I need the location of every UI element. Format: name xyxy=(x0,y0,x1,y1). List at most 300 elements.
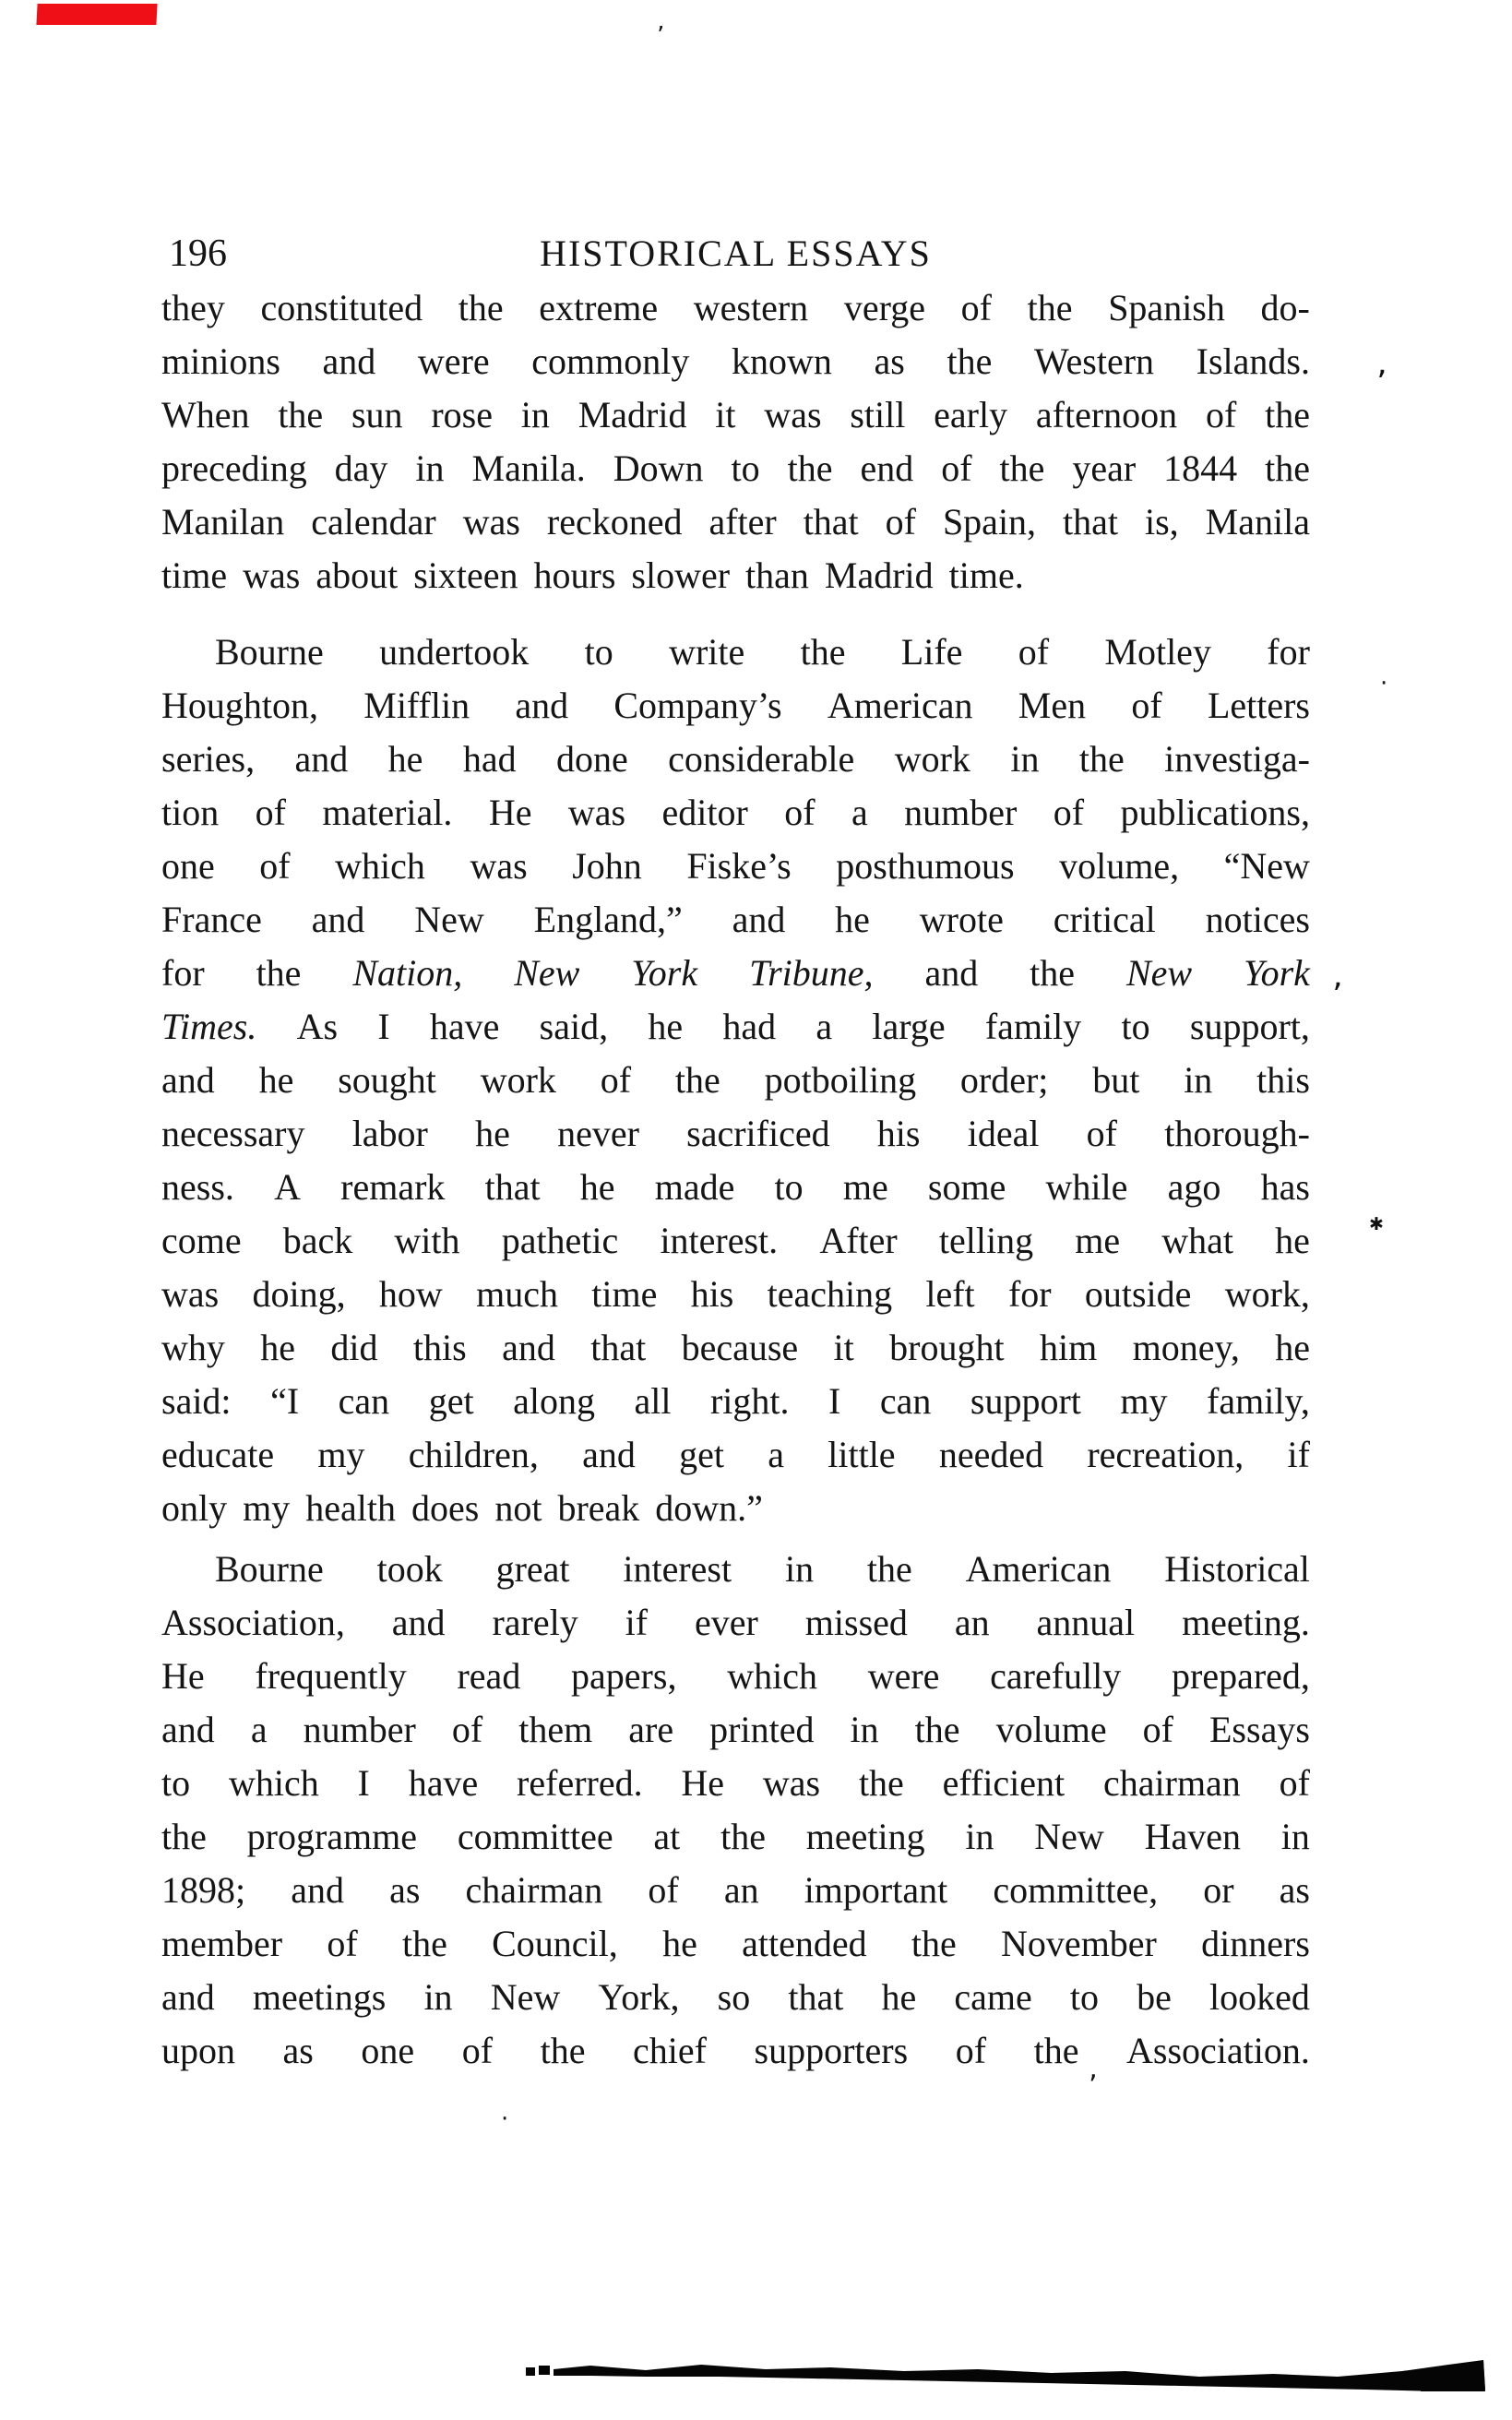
word: New xyxy=(490,1976,561,2018)
word: the xyxy=(1027,287,1073,328)
word: educate xyxy=(161,1434,275,1475)
word: chairman xyxy=(465,1869,603,1911)
word: in xyxy=(965,1816,994,1857)
word: that xyxy=(803,501,859,542)
word: New xyxy=(514,952,580,994)
word: Madrid xyxy=(577,394,687,435)
word: were xyxy=(867,1655,940,1697)
word: pathetic xyxy=(501,1220,619,1261)
word: A xyxy=(274,1166,301,1208)
word: constituted xyxy=(260,287,423,328)
text-line xyxy=(161,1864,1310,1917)
word: was xyxy=(243,554,301,596)
word: my xyxy=(243,1487,291,1529)
word: and xyxy=(924,952,979,994)
text-line xyxy=(161,1428,1310,1482)
word: the xyxy=(800,631,846,673)
word: my xyxy=(317,1434,365,1475)
scan-red-mark xyxy=(36,4,157,25)
word: upon xyxy=(161,2030,235,2071)
word: missed xyxy=(804,1602,908,1643)
word: 1898; xyxy=(161,1869,246,1911)
word: the xyxy=(1265,447,1310,489)
word: for xyxy=(161,952,205,994)
text-line xyxy=(161,786,1310,840)
word: as xyxy=(389,1869,421,1911)
word: was xyxy=(764,394,822,435)
word: the xyxy=(256,952,302,994)
word: critical xyxy=(1053,899,1156,940)
word: came xyxy=(954,1976,1032,2018)
word: said: xyxy=(161,1380,232,1422)
word: efficient xyxy=(942,1762,1066,1804)
word: extreme xyxy=(539,287,659,328)
word: family xyxy=(984,1006,1082,1047)
word: but xyxy=(1092,1059,1140,1101)
ink-speck: ’ xyxy=(1332,977,1343,1015)
word: labor xyxy=(351,1113,428,1154)
word: day xyxy=(334,447,388,489)
word: can xyxy=(879,1380,932,1422)
word: be xyxy=(1137,1976,1172,2018)
text-line xyxy=(161,1321,1310,1375)
word: children, xyxy=(408,1434,539,1475)
word: of xyxy=(461,2030,494,2071)
word: the xyxy=(720,1816,766,1857)
word: committee xyxy=(457,1816,613,1857)
word: the xyxy=(674,1059,720,1101)
word: Manilan xyxy=(161,501,285,542)
word: took xyxy=(376,1548,443,1590)
word: Men xyxy=(1018,685,1087,726)
text-line xyxy=(161,1375,1310,1428)
word: did xyxy=(330,1327,378,1368)
word: investiga- xyxy=(1164,738,1310,780)
text-line xyxy=(161,1703,1310,1757)
word: I xyxy=(357,1762,370,1804)
word: made xyxy=(654,1166,735,1208)
word: me xyxy=(1075,1220,1121,1261)
word: of xyxy=(259,845,291,887)
word: the xyxy=(540,2030,586,2071)
word: he xyxy=(835,899,870,940)
word: in xyxy=(1184,1059,1213,1101)
word: Spain, xyxy=(942,501,1037,542)
word: the xyxy=(999,447,1045,489)
word: were xyxy=(417,340,490,382)
word: preceding xyxy=(161,447,307,489)
word: a xyxy=(768,1434,784,1475)
word: meeting xyxy=(805,1816,925,1857)
word: and xyxy=(582,1434,636,1475)
word: remark xyxy=(340,1166,446,1208)
text-line xyxy=(161,1268,1310,1321)
word: the xyxy=(458,287,504,328)
word: after xyxy=(708,501,777,542)
word: of xyxy=(941,447,972,489)
word: ever xyxy=(695,1602,758,1643)
word: Bourne xyxy=(215,631,324,673)
word: I xyxy=(377,1006,390,1047)
word: ness. xyxy=(161,1166,234,1208)
word: papers, xyxy=(571,1655,677,1697)
word: telling xyxy=(938,1220,1034,1261)
word: outside xyxy=(1084,1273,1192,1315)
word: in xyxy=(1010,738,1040,780)
word: Islands. xyxy=(1196,340,1310,382)
word: for xyxy=(1267,631,1310,673)
word: Association. xyxy=(1126,2030,1310,2071)
word: one xyxy=(361,2030,415,2071)
word: year xyxy=(1072,447,1137,489)
word: this xyxy=(412,1327,467,1368)
word: the xyxy=(1030,952,1076,994)
word: a xyxy=(816,1006,833,1047)
word: 1844 xyxy=(1163,447,1238,489)
word: teaching xyxy=(767,1273,893,1315)
word: a xyxy=(851,792,868,833)
word: of xyxy=(1142,1709,1173,1750)
word: because xyxy=(681,1327,799,1368)
word: if xyxy=(1287,1434,1310,1475)
word: support xyxy=(970,1380,1081,1422)
word: and xyxy=(161,1059,215,1101)
word: done xyxy=(556,738,628,780)
word: Historical xyxy=(1164,1548,1310,1590)
word: was xyxy=(762,1762,821,1804)
word: November xyxy=(1001,1923,1157,1964)
word: large xyxy=(872,1006,946,1047)
word: material. xyxy=(322,792,453,833)
word: it xyxy=(715,394,736,435)
word: that xyxy=(590,1327,647,1368)
word: New xyxy=(414,899,484,940)
word: it xyxy=(833,1327,854,1368)
page-title: HISTORICAL ESSAYS xyxy=(540,232,932,274)
word: annual xyxy=(1036,1602,1136,1643)
word: to xyxy=(1069,1976,1099,2018)
word: Manila xyxy=(1205,501,1310,542)
word: he xyxy=(1275,1220,1310,1261)
word: doing, xyxy=(252,1273,346,1315)
word: and xyxy=(732,899,786,940)
word: attended xyxy=(742,1923,867,1964)
word: Haven xyxy=(1144,1816,1241,1857)
word: chairman xyxy=(1103,1762,1241,1804)
word: When xyxy=(161,394,250,435)
text-line xyxy=(161,733,1310,786)
word: rarely xyxy=(492,1602,578,1643)
word: he xyxy=(387,738,423,780)
word: what xyxy=(1161,1220,1233,1261)
word: he xyxy=(648,1006,684,1047)
ink-speck: ’ xyxy=(657,22,665,50)
word: never xyxy=(557,1113,639,1154)
text-line xyxy=(161,893,1310,947)
word: that xyxy=(788,1976,844,2018)
word: Times. xyxy=(161,1006,257,1047)
word: great xyxy=(495,1548,570,1590)
word: or xyxy=(1203,1869,1234,1911)
word: minions xyxy=(161,340,280,382)
word: volume, xyxy=(1059,845,1180,887)
word: was xyxy=(567,792,626,833)
text-line xyxy=(161,1810,1310,1864)
word: of xyxy=(1131,685,1162,726)
word: of xyxy=(1279,1762,1310,1804)
text-line xyxy=(161,1757,1310,1810)
text-line xyxy=(161,1650,1310,1703)
word: publications, xyxy=(1120,792,1310,833)
word: which xyxy=(335,845,425,887)
word: why xyxy=(161,1327,225,1368)
word: and xyxy=(391,1602,446,1643)
word: New xyxy=(1034,1816,1104,1857)
word: as xyxy=(282,2030,314,2071)
word: little xyxy=(827,1434,896,1475)
word: the xyxy=(161,1816,207,1857)
word: France xyxy=(161,899,262,940)
word: chief xyxy=(633,2030,707,2071)
word: he xyxy=(260,1327,296,1368)
word: he xyxy=(662,1923,697,1964)
page-number: 196 xyxy=(169,232,227,275)
word: of xyxy=(648,1869,679,1911)
word: than xyxy=(745,554,809,596)
word: while xyxy=(1045,1166,1128,1208)
word: printed xyxy=(709,1709,815,1750)
word: After xyxy=(819,1220,898,1261)
word: Manila. xyxy=(471,447,586,489)
ink-speck: ✱ xyxy=(1369,1214,1384,1234)
word: early xyxy=(934,394,1008,435)
word: slower xyxy=(631,554,731,596)
ink-speck: · xyxy=(501,2105,509,2133)
word: and xyxy=(502,1327,555,1368)
word: afternoon xyxy=(1035,394,1178,435)
word: of xyxy=(1018,631,1050,673)
paragraph xyxy=(161,626,1310,1535)
word: work xyxy=(894,738,970,780)
word: which xyxy=(228,1762,319,1804)
word: Association, xyxy=(161,1602,345,1643)
text-line xyxy=(161,626,1310,679)
word: tion xyxy=(161,792,220,833)
word: verge xyxy=(843,287,925,328)
word: he xyxy=(579,1166,615,1208)
text-line xyxy=(161,1971,1310,2024)
text-line xyxy=(161,1161,1310,1214)
word: of xyxy=(955,2030,987,2071)
word: committee, xyxy=(993,1869,1159,1911)
word: was xyxy=(470,845,528,887)
word: wrote xyxy=(919,899,1004,940)
word: time xyxy=(161,554,228,596)
word: get xyxy=(428,1380,474,1422)
word: that xyxy=(484,1166,541,1208)
word: said, xyxy=(539,1006,609,1047)
word: “I xyxy=(270,1380,300,1422)
word: family, xyxy=(1207,1380,1310,1422)
word: are xyxy=(628,1709,674,1750)
word: number xyxy=(303,1709,416,1750)
word: Motley xyxy=(1104,631,1211,673)
word: his xyxy=(690,1273,734,1315)
word: needed xyxy=(938,1434,1044,1475)
word: prepared, xyxy=(1172,1655,1310,1697)
word: carefully xyxy=(990,1655,1122,1697)
word: only xyxy=(161,1487,228,1529)
word: of xyxy=(1053,792,1085,833)
word: and xyxy=(311,899,365,940)
text-line xyxy=(161,388,1310,442)
word: he xyxy=(258,1059,294,1101)
ink-speck: · xyxy=(1380,670,1388,697)
word: me xyxy=(842,1166,888,1208)
word: to xyxy=(161,1762,191,1804)
word: dinners xyxy=(1201,1923,1310,1964)
word: to xyxy=(731,447,760,489)
word: meetings xyxy=(252,1976,387,2018)
word: along xyxy=(513,1380,595,1422)
word: to xyxy=(774,1166,804,1208)
word: He xyxy=(488,792,532,833)
word: of xyxy=(885,501,916,542)
word: not xyxy=(494,1487,542,1529)
word: York xyxy=(1244,952,1310,994)
word: an xyxy=(954,1602,990,1643)
word: in xyxy=(415,447,445,489)
word: in xyxy=(1280,1816,1310,1857)
word: to xyxy=(584,631,613,673)
running-head xyxy=(161,231,1310,277)
word: left xyxy=(925,1273,975,1315)
word: in xyxy=(423,1976,453,2018)
word: of xyxy=(451,1709,483,1750)
text-line xyxy=(161,840,1310,893)
word: of xyxy=(327,1923,358,1964)
word: notices xyxy=(1205,899,1310,940)
word: volume xyxy=(995,1709,1107,1750)
word: the xyxy=(914,1709,960,1750)
text-line xyxy=(161,335,1310,388)
word: Spanish xyxy=(1108,287,1225,328)
word: undertook xyxy=(379,631,530,673)
word: Down xyxy=(613,447,704,489)
word: him xyxy=(1039,1327,1098,1368)
word: of xyxy=(960,287,992,328)
word: to xyxy=(1121,1006,1150,1047)
word: member xyxy=(161,1923,283,1964)
word: is, xyxy=(1144,501,1179,542)
word: of xyxy=(1086,1113,1117,1154)
word: the xyxy=(866,1548,912,1590)
word: interest xyxy=(623,1548,732,1590)
word: York, xyxy=(598,1976,680,2018)
word: sought xyxy=(338,1059,436,1101)
word: order; xyxy=(959,1059,1049,1101)
paragraph xyxy=(161,1543,1310,2078)
word: my xyxy=(1120,1380,1168,1422)
word: about xyxy=(315,554,399,596)
word: Life xyxy=(900,631,963,673)
word: Madrid xyxy=(824,554,934,596)
word: Houghton, xyxy=(161,685,318,726)
text-line xyxy=(161,549,1310,602)
word: supporters xyxy=(754,2030,909,2071)
word: the xyxy=(1033,2030,1079,2071)
word: Fiske’s xyxy=(686,845,792,887)
word: in xyxy=(784,1548,815,1590)
word: one xyxy=(161,845,215,887)
text-line xyxy=(161,1596,1310,1650)
word: was xyxy=(462,501,520,542)
word: Tribune, xyxy=(749,952,874,994)
word: and xyxy=(515,685,569,726)
word: so xyxy=(717,1976,751,2018)
word: referred. xyxy=(517,1762,643,1804)
word: the xyxy=(1265,394,1310,435)
word: and xyxy=(294,738,349,780)
word: potboiling xyxy=(764,1059,917,1101)
ink-speck: ’ xyxy=(1376,364,1387,402)
word: he xyxy=(475,1113,510,1154)
text-line xyxy=(161,1482,1310,1535)
word: ago xyxy=(1167,1166,1221,1208)
word: New xyxy=(1125,952,1193,994)
word: American xyxy=(965,1548,1112,1590)
word: the xyxy=(1078,738,1125,780)
word: of xyxy=(255,792,286,833)
word: He xyxy=(161,1655,205,1697)
word: the xyxy=(787,447,833,489)
word: if xyxy=(625,1602,649,1643)
word: down.” xyxy=(655,1487,763,1529)
word: of xyxy=(784,792,816,833)
word: number xyxy=(904,792,1018,833)
word: read xyxy=(457,1655,521,1697)
word: sun xyxy=(351,394,403,435)
word: posthumous xyxy=(836,845,1015,887)
word: Council, xyxy=(492,1923,618,1964)
word: frequently xyxy=(255,1655,407,1697)
word: has xyxy=(1260,1166,1310,1208)
word: do- xyxy=(1260,287,1310,328)
word: hours xyxy=(533,554,616,596)
word: the xyxy=(946,340,993,382)
word: for xyxy=(1007,1273,1052,1315)
word: series, xyxy=(161,738,256,780)
word: sacrificed xyxy=(686,1113,830,1154)
word: interest. xyxy=(660,1220,779,1261)
word: meeting. xyxy=(1182,1602,1310,1643)
word: and xyxy=(161,1976,215,2018)
word: right. xyxy=(709,1380,790,1422)
word: York xyxy=(631,952,698,994)
word: all xyxy=(634,1380,672,1422)
word: come xyxy=(161,1220,242,1261)
word: reckoned xyxy=(546,501,683,542)
word: time. xyxy=(948,554,1024,596)
text-line xyxy=(161,281,1310,335)
text-line xyxy=(161,947,1310,1000)
word: can xyxy=(338,1380,390,1422)
text-line xyxy=(161,1000,1310,1054)
word: have xyxy=(429,1006,500,1047)
word: some xyxy=(927,1166,1006,1208)
word: Western xyxy=(1033,340,1155,382)
word: get xyxy=(679,1434,724,1475)
